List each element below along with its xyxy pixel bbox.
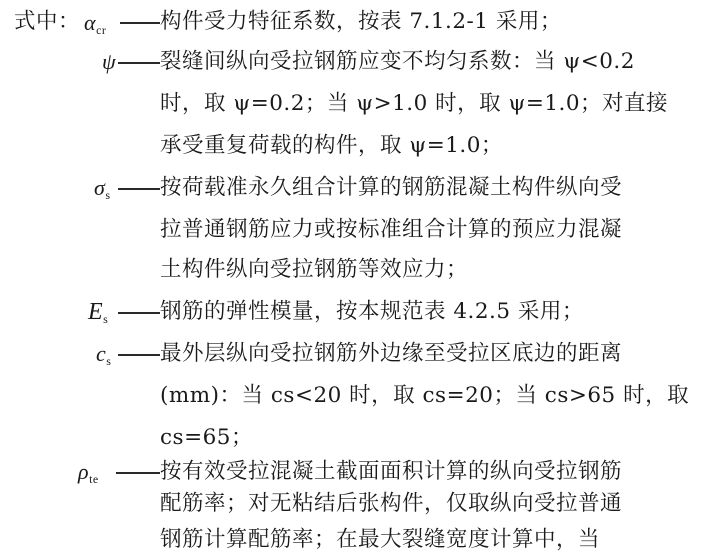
lead-label: 式中： bbox=[14, 9, 81, 34]
definition-text: 土构件纵向受拉钢筋等效应力； bbox=[160, 257, 469, 282]
definition-sigma-s-cont-1 bbox=[0, 210, 711, 250]
symbol-c-s: $c_s$ bbox=[96, 341, 112, 368]
em-dash bbox=[118, 312, 160, 314]
symbol-sigma-s: $\sigma_s$ bbox=[94, 175, 111, 202]
symbol-psi: ψ bbox=[102, 49, 117, 74]
definition-rho-te-cont-2 bbox=[0, 520, 711, 560]
definition-text: 时，取 ψ=0.2；当 ψ>1.0 时，取 ψ=1.0；对直接 bbox=[160, 91, 669, 116]
definition-psi-cont-2 bbox=[0, 126, 711, 166]
em-dash bbox=[118, 188, 160, 190]
definition-e-s bbox=[0, 292, 711, 332]
definition-psi-cont-1 bbox=[0, 84, 711, 124]
symbol-alpha-cr: $\alpha_{cr}$ bbox=[84, 10, 107, 37]
definition-c-s bbox=[0, 334, 711, 374]
definition-sigma-s-cont-2 bbox=[0, 250, 711, 290]
definition-c-s-cont-1 bbox=[0, 376, 711, 416]
symbol-e-s: $E_s$ bbox=[88, 299, 109, 326]
em-dash bbox=[120, 22, 160, 24]
definition-text: 按荷载准永久组合计算的钢筋混凝土构件纵向受 bbox=[160, 175, 623, 200]
em-dash bbox=[116, 472, 160, 474]
symbol-rho-te: $\rho_{te}$ bbox=[78, 459, 99, 486]
definition-text: 裂缝间纵向受拉钢筋应变不均匀系数：当 ψ<0.2 bbox=[160, 49, 635, 74]
definition-text: 钢筋的弹性模量，按本规范表 4.2.5 采用； bbox=[160, 299, 584, 324]
definition-text: 钢筋计算配筋率；在最大裂缝宽度计算中，当 bbox=[160, 527, 601, 552]
definition-text: 按有效受拉混凝土截面面积计算的纵向受拉钢筋 bbox=[160, 459, 623, 484]
definition-text: 最外层纵向受拉钢筋外边缘至受拉区底边的距离 bbox=[160, 341, 623, 366]
definition-text: 构件受力特征系数，按表 7.1.2-1 采用； bbox=[160, 9, 562, 34]
definition-text: 承受重复荷载的构件，取 ψ=1.0； bbox=[160, 133, 503, 158]
em-dash bbox=[118, 354, 160, 356]
definition-text: 拉普通钢筋应力或按标准组合计算的预应力混凝 bbox=[160, 217, 623, 242]
definition-psi bbox=[0, 42, 711, 82]
em-dash bbox=[118, 62, 160, 64]
definition-text: cs=65； bbox=[160, 425, 253, 450]
definition-alpha-cr bbox=[0, 2, 711, 42]
definition-text: (mm)：当 cs<20 时，取 cs=20；当 cs>65 时，取 bbox=[160, 383, 690, 408]
definition-rho-te-cont-1 bbox=[0, 484, 711, 524]
definition-text: 配筋率；对无粘结后张构件，仅取纵向受拉普通 bbox=[160, 491, 623, 516]
definition-sigma-s bbox=[0, 168, 711, 208]
